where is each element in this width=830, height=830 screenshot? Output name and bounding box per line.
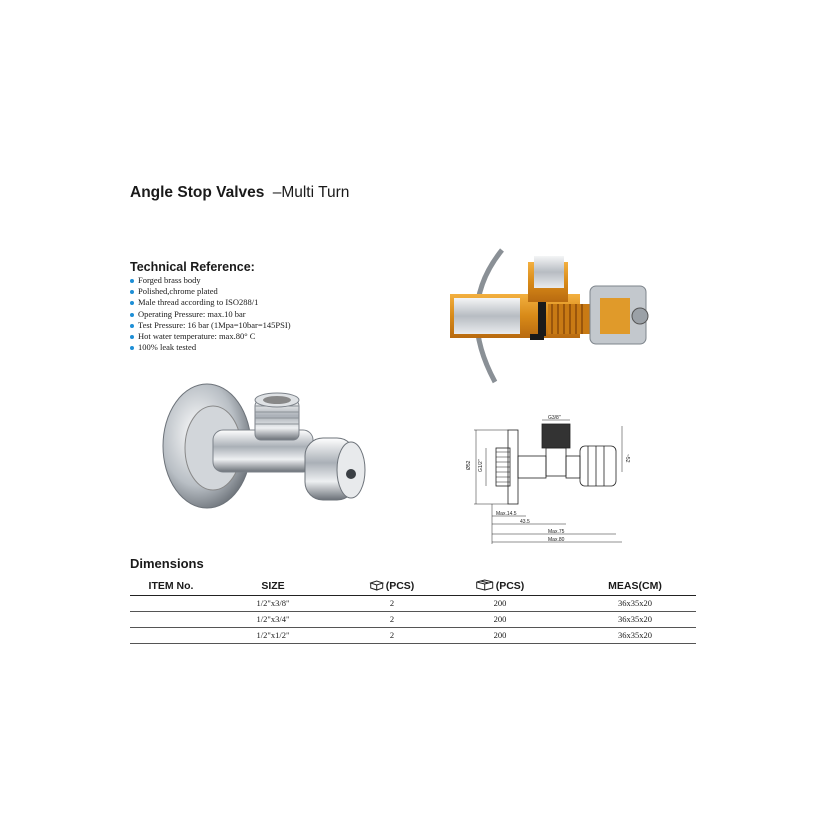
dimensions-heading: Dimensions: [130, 556, 204, 571]
title-sub: –Multi Turn: [272, 184, 350, 201]
table-row: [130, 628, 696, 644]
list-item: Forged brass body: [130, 275, 291, 286]
dim-label-max14: Max.14.5: [496, 511, 517, 517]
cell-size: 1/2"x3/8": [256, 598, 290, 608]
dim-label-thread: G1/2": [478, 459, 484, 472]
cell-outer: 200: [493, 630, 507, 640]
col-item: ITEM No.: [148, 580, 194, 592]
list-item: Polished,chrome plated: [130, 286, 291, 297]
list-item: Hot water temperature: max.80° C: [130, 331, 291, 342]
col-meas: MEAS(CM): [608, 580, 662, 592]
list-item: Operating Pressure: max.10 bar: [130, 309, 291, 320]
cell-size: 1/2"x1/2": [256, 630, 290, 640]
col-outer-label: (PCS): [495, 580, 525, 592]
cell-meas: 36x35x20: [618, 614, 652, 624]
col-size: SIZE: [261, 580, 285, 592]
cell-meas: 36x35x20: [618, 598, 652, 608]
cell-outer: 200: [493, 598, 507, 608]
dim-label-diameter: Ø52: [466, 460, 472, 470]
table-row: [130, 612, 696, 628]
dim-label-top: G3/8": [548, 415, 561, 421]
list-item: Male thread according to ISO288/1: [130, 297, 291, 308]
dimensions-table: [130, 578, 696, 644]
dim-label-max75: Max.75: [548, 529, 565, 535]
cell-meas: 36x35x20: [618, 630, 652, 640]
col-outer: [476, 578, 525, 595]
inner-box-icon: [370, 580, 384, 591]
valve-dimension-drawing: [462, 412, 637, 547]
cell-size: 1/2"x3/4": [256, 614, 290, 624]
technical-heading: Technical Reference:: [130, 260, 255, 274]
cell-inner: 2: [389, 630, 395, 640]
dim-label-max80: Max.80: [548, 537, 565, 543]
page-title: [130, 184, 349, 202]
table-header-row: [130, 578, 696, 596]
list-item: Test Pressure: 16 bar (1Mpa=10bar=145PSI): [130, 320, 291, 331]
list-item: 100% leak tested: [130, 342, 291, 353]
dim-label-43: 43.5: [520, 519, 530, 525]
technical-list: [130, 275, 291, 353]
table-row: [130, 596, 696, 612]
title-main: Angle Stop Valves: [130, 184, 265, 201]
cell-outer: 200: [493, 614, 507, 624]
col-inner: [370, 578, 415, 595]
dim-label-height: ~52: [624, 454, 630, 463]
col-inner-label: (PCS): [385, 580, 415, 592]
valve-product-image: [155, 378, 375, 518]
cell-inner: 2: [389, 614, 395, 624]
valve-cutaway-image: [440, 248, 670, 386]
outer-box-icon: [476, 579, 494, 591]
cell-inner: 2: [389, 598, 395, 608]
